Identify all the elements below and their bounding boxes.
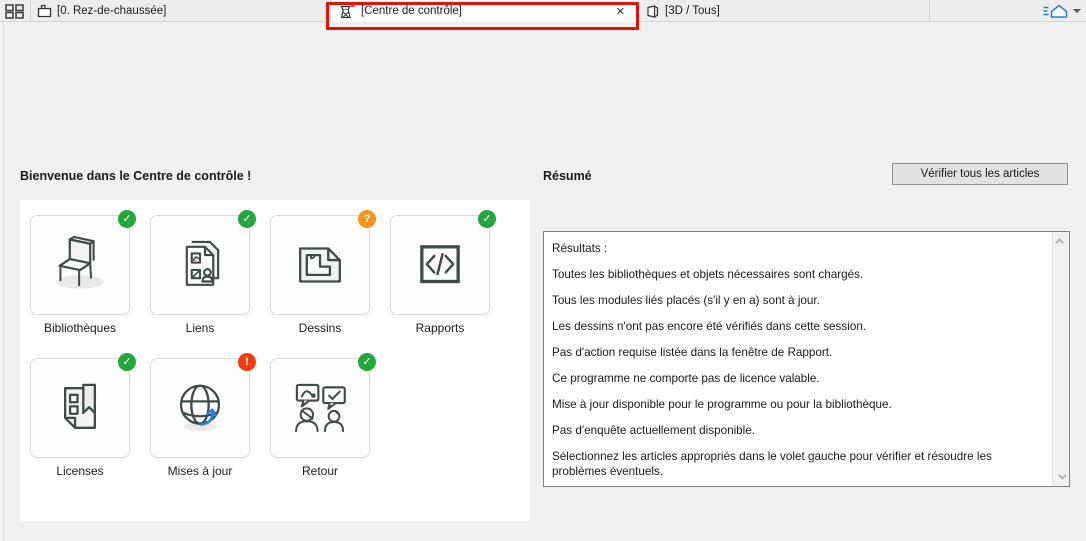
tab-3d-label: [3D / Tous] bbox=[665, 5, 720, 17]
card-rapports bbox=[390, 212, 492, 335]
result-line: Ce programme ne comporte pas de licence valable. bbox=[552, 372, 820, 385]
status-badge: ! bbox=[238, 353, 256, 371]
drawing-sheet-icon bbox=[287, 232, 353, 298]
grid-icon bbox=[5, 4, 25, 19]
card-label: Retour bbox=[301, 464, 339, 478]
tab-control-label: [Centre de contrôle] bbox=[361, 5, 463, 17]
card-bibliotheques bbox=[30, 212, 132, 335]
tab-3d[interactable] bbox=[639, 0, 930, 22]
card-label: Dessins bbox=[298, 321, 342, 335]
card-liens bbox=[150, 212, 252, 335]
results-box bbox=[543, 231, 1070, 487]
status-badge: ✓ bbox=[478, 210, 496, 228]
dessins-button[interactable] bbox=[270, 212, 371, 315]
results-scrollbar[interactable] bbox=[1052, 232, 1069, 486]
result-line: Les dessins n'ont pas encore été vérifiés dans cette session. bbox=[552, 320, 867, 333]
scroll-up-button[interactable] bbox=[1053, 233, 1069, 249]
retour-button[interactable] bbox=[270, 355, 372, 458]
bibliotheques-button[interactable] bbox=[30, 212, 132, 315]
card-label: Liens bbox=[185, 321, 215, 335]
card-label: Mises à jour bbox=[167, 464, 233, 478]
cube-3d-icon bbox=[645, 4, 660, 19]
verify-all-items-button[interactable]: Vérifier tous les articles bbox=[892, 163, 1068, 185]
result-line: Tous les modules liés placés (s'il y en a) sont à jour. bbox=[552, 294, 820, 307]
welcome-title: Bienvenue dans le Centre de contrôle ! bbox=[20, 169, 252, 183]
chevron-down-icon[interactable] bbox=[1073, 9, 1081, 13]
linked-documents-icon bbox=[167, 232, 233, 298]
globe-update-icon bbox=[167, 375, 233, 441]
status-badge: ✓ bbox=[238, 210, 256, 228]
result-line: Pas d'enquête actuellement disponible. bbox=[552, 424, 756, 437]
quick-options bbox=[1042, 0, 1081, 22]
status-badge: ✓ bbox=[118, 210, 136, 228]
status-badge: ✓ bbox=[118, 353, 136, 371]
tab-overview-button[interactable] bbox=[0, 0, 31, 22]
close-icon[interactable]: ✕ bbox=[615, 5, 625, 18]
license-certificate-icon bbox=[47, 375, 113, 441]
card-label: Bibliothèques bbox=[43, 321, 117, 335]
window-edge-divider bbox=[3, 22, 4, 541]
result-line: Mise à jour disponible pour le programme ou pour la bibliothèque. bbox=[552, 398, 892, 411]
result-line: Pas d'action requise listée dans la fenêtre de Rapport. bbox=[552, 346, 833, 359]
mises-a-jour-button[interactable] bbox=[150, 355, 250, 458]
feedback-people-icon bbox=[287, 375, 353, 441]
licenses-button[interactable] bbox=[30, 355, 132, 458]
result-line: Résultats : bbox=[552, 242, 608, 255]
tab-bar bbox=[0, 0, 1086, 22]
chevron-down-icon bbox=[1058, 471, 1066, 479]
story-icon bbox=[37, 4, 52, 18]
chair-icon bbox=[46, 231, 114, 299]
liens-button[interactable] bbox=[150, 212, 252, 315]
tab-floor-label: [0. Rez-de-chaussée] bbox=[57, 5, 167, 17]
notification-dot bbox=[350, 3, 355, 8]
card-label: Licenses bbox=[56, 464, 104, 478]
card-label: Rapports bbox=[415, 321, 465, 335]
tab-floor-plan[interactable] bbox=[31, 0, 331, 22]
status-badge: ✓ bbox=[358, 353, 376, 371]
status-badge: ? bbox=[358, 210, 376, 228]
rapports-button[interactable] bbox=[390, 212, 492, 315]
card-licenses bbox=[30, 355, 132, 478]
quick-layers-icon[interactable] bbox=[1042, 3, 1069, 19]
summary-title: Résumé bbox=[543, 169, 592, 183]
result-line: Toutes les bibliothèques et objets nécessaires sont chargés. bbox=[552, 268, 864, 281]
card-mises-a-jour bbox=[150, 355, 250, 478]
results-text bbox=[544, 232, 1052, 486]
card-dessins bbox=[270, 212, 371, 335]
scroll-down-button[interactable] bbox=[1053, 469, 1069, 485]
control-tower-icon bbox=[337, 2, 356, 20]
card-retour bbox=[270, 355, 372, 478]
chevron-up-icon bbox=[1055, 238, 1063, 246]
result-line: Sélectionnez les articles appropriés dans le volet gauche pour vérifier et résoudre les problèmes éventuels. bbox=[552, 450, 992, 478]
tab-control-center[interactable] bbox=[331, 0, 639, 22]
control-center-items-panel bbox=[20, 200, 530, 521]
code-report-icon bbox=[407, 232, 473, 298]
